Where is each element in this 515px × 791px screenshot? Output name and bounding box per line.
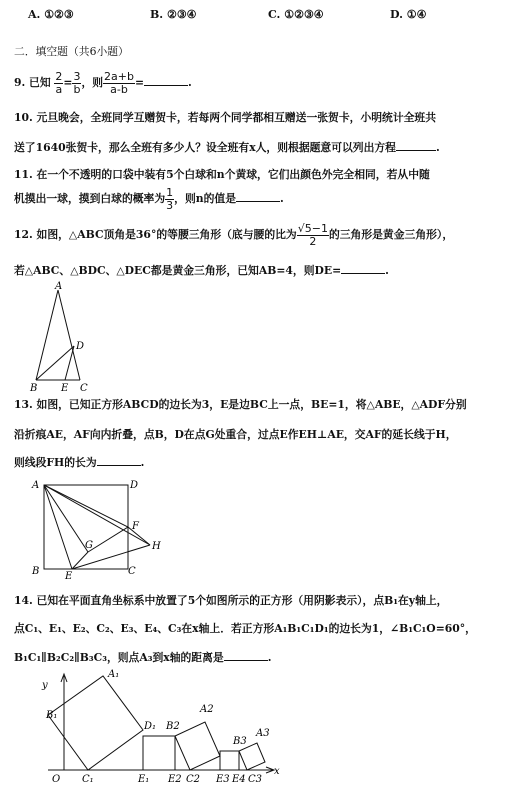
question-12-line2: 若△ABC、△BDC、△DEC都是黄金三角形，已知AB=4，则DE= . bbox=[14, 264, 389, 277]
label-c: C bbox=[80, 383, 88, 394]
question-12-line1: 12. 如图，△ABC顶角是36°的等腰三角形（底与腰的比为 $\frac{√5-1}{2}$ 的三角形是黄金三角形）， bbox=[14, 221, 454, 248]
option-a: A. ①②③ bbox=[28, 8, 74, 21]
label-b3: B3 bbox=[233, 736, 247, 747]
answer-blank bbox=[224, 650, 268, 661]
label-e4: E4 bbox=[232, 774, 246, 785]
label-b: B bbox=[30, 383, 38, 394]
section-title: 二．填空题（共6小题） bbox=[14, 45, 129, 58]
answer-blank bbox=[97, 455, 141, 466]
label-a2: A2 bbox=[200, 704, 214, 715]
question-11-line1: 11. 在一个不透明的口袋中装有5个白球和n个黄球，它们出颜色外完全相同，若从中随 bbox=[14, 168, 430, 181]
question-14-line2: 点C₁、E₁、E₂、C₂、E₃、E₄、C₃在x轴上．若正方形A₁B₁C₁D₁的边长为1，∠B₁C₁O=60°， bbox=[14, 622, 476, 635]
label-h: H bbox=[152, 541, 161, 552]
label-f: F bbox=[132, 521, 139, 532]
label-c3: C3 bbox=[248, 774, 263, 785]
label-o: O bbox=[52, 774, 61, 785]
question-13-line1: 13. 如图，已知正方形ABCD的边长为3，E是边BC上一点，BE=1，将△ABE，△ADF分别 bbox=[14, 398, 467, 411]
figure-13-square bbox=[30, 478, 170, 583]
option-b: B. ②③④ bbox=[150, 8, 197, 21]
figure-14-coordinate-squares bbox=[28, 666, 288, 788]
answer-blank bbox=[144, 75, 188, 86]
question-9: 9. 已知 $\frac{2}{a}$ = $\frac{3}{b}$ ，则 $\frac{2a+b}{a-b}$ = . bbox=[14, 69, 192, 96]
figure-12-triangles bbox=[28, 280, 93, 395]
label-a: A bbox=[55, 281, 63, 292]
option-c: C. ①②③④ bbox=[268, 8, 324, 21]
label-c1: C₁ bbox=[82, 774, 94, 785]
answer-blank bbox=[396, 140, 436, 151]
label-e3: E3 bbox=[216, 774, 230, 785]
label-d: D bbox=[76, 341, 85, 352]
question-14-line3: B₁C₁∥B₂C₂∥B₃C₃，则点A₃到x轴的距离是 . bbox=[14, 651, 272, 664]
question-13-line2: 沿折痕AE，AF向内折叠，点B，D在点G处重合，过点E作EH⊥AE，交AF的延长线于H， bbox=[14, 428, 457, 441]
label-a1: A₁ bbox=[108, 669, 120, 680]
question-11-line2: 机摸出一球，摸到白球的概率为 $\frac{1}{3}$ ，则n的值是 . bbox=[14, 185, 284, 212]
label-a3: A3 bbox=[256, 728, 270, 739]
option-d: D. ①④ bbox=[390, 8, 427, 21]
label-b: B bbox=[32, 566, 40, 577]
question-14-line1: 14. 已知在平面直角坐标系中放置了5个如图所示的正方形（用阴影表示），点B₁在y轴上， bbox=[14, 594, 448, 607]
label-e: E bbox=[61, 383, 69, 394]
label-b1: B₁ bbox=[46, 710, 58, 721]
label-x: x bbox=[274, 766, 280, 777]
label-a: A bbox=[32, 480, 40, 491]
label-c: C bbox=[128, 566, 136, 577]
label-b2: B2 bbox=[166, 721, 180, 732]
question-13-line3: 则线段FH的长为 . bbox=[14, 456, 145, 469]
label-g: G bbox=[85, 540, 93, 551]
question-10-line2: 送了1640张贺卡，那么全班有多少人？设全班有x人，则根据题意可以列出方程 . bbox=[14, 141, 440, 154]
label-c2: C2 bbox=[186, 774, 201, 785]
label-d: D bbox=[130, 480, 139, 491]
label-e: E bbox=[65, 571, 73, 582]
question-10-line1: 10. 元旦晚会，全班同学互赠贺卡，若每两个同学都相互赠送一张贺卡，小明统计全班共 bbox=[14, 111, 437, 124]
label-d1: D₁ bbox=[144, 721, 157, 732]
label-e2: E2 bbox=[168, 774, 182, 785]
label-y: y bbox=[42, 680, 48, 691]
answer-blank bbox=[341, 263, 385, 274]
answer-blank bbox=[236, 191, 280, 202]
label-e1: E₁ bbox=[138, 774, 150, 785]
